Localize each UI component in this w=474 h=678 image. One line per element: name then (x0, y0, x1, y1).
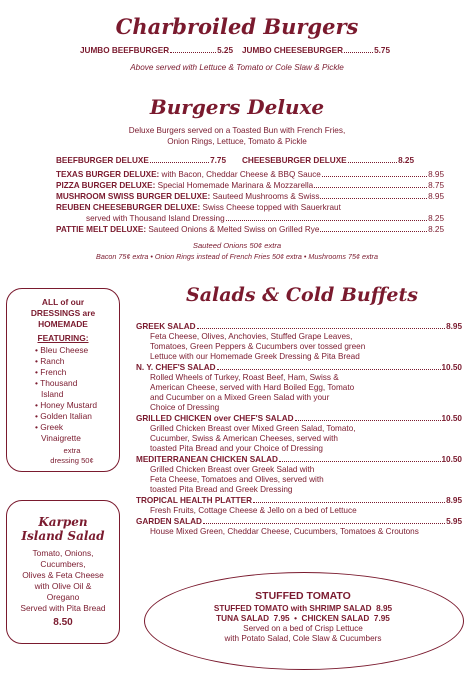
dressing-item: Vinaigrette (41, 433, 81, 443)
dressing-item: • Greek (35, 422, 64, 432)
item-name: CHEESEBURGER DELUXE (242, 156, 347, 165)
item-name: TUNA SALAD (216, 614, 270, 623)
dressing-item: • Thousand (35, 378, 78, 388)
deluxe-item (56, 170, 444, 180)
karpen-desc (7, 548, 119, 614)
dressings-line-1: ALL of our (41, 297, 85, 307)
stuffed-tomato-line-1 (144, 604, 462, 614)
item-desc-line: Grilled Chicken Breast over Mixed Green Salad, Tomato, (150, 424, 356, 433)
karpen-title-1: Karpen (38, 515, 88, 529)
item-desc-line: Lettuce with our Homemade Greek Dressing & Pita Bread (150, 352, 360, 361)
stuffed-tomato-line-4: with Potato Salad, Cole Slaw & Cucumbers (224, 634, 382, 643)
dressing-item: • Ranch (35, 356, 65, 366)
item-price: 10.50 (441, 455, 462, 464)
item-price: 8.75 (428, 181, 444, 190)
salads-list (136, 322, 462, 537)
item-price: 8.95 (428, 170, 444, 179)
stuffed-tomato-line-3: Served on a bed of Crisp Lettuce (243, 624, 363, 633)
item-desc: Swiss Cheese topped with Sauerkraut (202, 203, 341, 212)
karpen-line: Olives & Feta Cheese (22, 570, 104, 580)
item-desc: Special Homemade Marinara & Mozzarella (157, 181, 314, 190)
deluxe-item (56, 225, 444, 235)
stuffed-tomato-content (144, 590, 462, 644)
salad-item (136, 517, 462, 537)
salad-item (136, 414, 462, 454)
charbroiled-note: Above served with Lettuce & Tomato or Cole Slaw & Pickle (130, 63, 344, 72)
beefburger-deluxe (56, 156, 226, 166)
karpen-line: Served with Pita Bread (20, 603, 106, 613)
deluxe-extra-1: Sauteed Onions 50¢ extra (192, 241, 282, 250)
item-desc-line: Feta Cheese, Tomatoes and Olives, served with (150, 475, 324, 484)
item-price: 8.95 (428, 192, 444, 201)
deluxe-desc-1: Deluxe Burgers served on a Toasted Bun with French Fries, (128, 126, 346, 135)
deluxe-list (56, 170, 444, 235)
item-name: JUMBO BEEFBURGER (80, 46, 170, 55)
item-name: GARDEN SALAD (136, 517, 202, 526)
item-desc-line: Rolled Wheels of Turkey, Roast Beef, Ham, Swiss & (150, 373, 339, 382)
item-desc: with Bacon, Cheddar Cheese & BBQ Sauce (161, 170, 321, 179)
dressing-item: Island (41, 389, 64, 399)
item-price: 8.25 (428, 214, 444, 223)
item-name: PATTIE MELT DELUXE: (56, 225, 147, 234)
karpen-line: with Olive Oil & (34, 581, 92, 591)
item-desc: served with Thousand Island Dressing (86, 214, 225, 223)
jumbo-cheeseburger (242, 46, 390, 56)
item-price: 8.25 (428, 225, 444, 234)
item-desc-line: American Cheese, served with Hard Boiled Egg, Tomato (150, 383, 355, 392)
karpen-line: Tomato, Onions, (32, 548, 94, 558)
salad-item (136, 496, 462, 516)
item-price: 5.25 (217, 46, 233, 55)
item-name: PIZZA BURGER DELUXE: (56, 181, 156, 190)
item-price: 7.95 (273, 614, 290, 623)
item-name: REUBEN CHEESEBURGER DELUXE: (56, 203, 201, 212)
item-name: GREEK SALAD (136, 322, 196, 331)
item-price: 5.75 (374, 46, 390, 55)
deluxe-item (56, 181, 444, 191)
dressing-item: • Golden Italian (35, 411, 92, 421)
dressings-line-3: HOMEMADE (38, 319, 88, 329)
deluxe-desc-2: Onion Rings, Lettuce, Tomato & Pickle (167, 137, 307, 146)
item-name: MUSHROOM SWISS BURGER DELUXE: (56, 192, 211, 201)
item-desc-line: Feta Cheese, Olives, Anchovies, Stuffed Grape Leaves, (150, 332, 353, 341)
item-name: CHICKEN SALAD (301, 614, 370, 623)
item-desc-line: Grilled Chicken Breast over Greek Salad with (150, 465, 315, 474)
karpen-price: 8.50 (53, 617, 73, 628)
cheeseburger-deluxe (242, 156, 414, 166)
item-desc-line: toasted Pita Bread and Greek Dressing (150, 485, 293, 494)
item-name: N. Y. CHEF'S SALAD (136, 363, 216, 372)
featuring-label: FEATURING: (37, 333, 89, 343)
item-desc-line: Fresh Fruits, Cottage Cheese & Jello on a bed of Lettuce (150, 506, 357, 515)
deluxe-item (56, 214, 444, 224)
item-price: 10.50 (441, 414, 462, 423)
item-desc-line: Cucumber, Swiss & American Cheeses, served with (150, 434, 338, 443)
item-desc-line: and Cucumber on a Mixed Green Salad with your (150, 393, 330, 402)
item-desc: Sauteed Onions & Melted Swiss on Grilled Rye (148, 225, 320, 234)
item-price: 8.95 (446, 496, 462, 505)
jumbo-beefburger (80, 46, 233, 56)
item-price: 7.95 (373, 614, 390, 623)
item-name: TEXAS BURGER DELUXE: (56, 170, 160, 179)
item-price: 8.95 (376, 604, 393, 613)
item-price: 7.75 (210, 156, 226, 165)
dressings-box (6, 288, 120, 472)
dressings-extra-2: dressing 50¢ (50, 456, 94, 465)
item-desc-line: Tomatoes, Green Peppers & Cucumbers over tossed green (150, 342, 366, 351)
item-desc-line: House Mixed Green, Cheddar Cheese, Cucumbers, Tomatoes & Croutons (150, 527, 419, 536)
dressing-item: • Bleu Cheese (35, 345, 89, 355)
item-desc-line: toasted Pita Bread and your Choice of Dressing (150, 444, 323, 453)
deluxe-item (56, 203, 444, 213)
karpen-title-2: Island Salad (21, 529, 105, 543)
charbroiled-title: Charbroiled Burgers (115, 14, 359, 39)
salad-item (136, 322, 462, 362)
karpen-line: Oregano (46, 592, 80, 602)
item-name: BEEFBURGER DELUXE (56, 156, 149, 165)
deluxe-title: Burgers Deluxe (149, 95, 325, 119)
item-price: 10.50 (441, 363, 462, 372)
stuffed-tomato-title: STUFFED TOMATO (255, 590, 351, 602)
item-name: STUFFED TOMATO with SHRIMP SALAD (213, 604, 372, 613)
dressings-line-2: DRESSINGS are (30, 308, 96, 318)
item-desc-line: Choice of Dressing (150, 403, 220, 412)
item-price: 8.25 (398, 156, 414, 165)
item-name: JUMBO CHEESEBURGER (242, 46, 343, 55)
stuffed-tomato-line-2: TUNA SALAD 7.95 • CHICKEN SALAD 7.95 (216, 614, 390, 623)
item-name: MEDITERRANEAN CHICKEN SALAD (136, 455, 278, 464)
salads-title: Salads & Cold Buffets (186, 284, 418, 306)
item-desc: Sauteed Mushrooms & Swiss (212, 192, 320, 201)
salad-item (136, 455, 462, 495)
karpen-box (6, 500, 120, 644)
item-name: TROPICAL HEALTH PLATTER (136, 496, 252, 505)
item-name: GRILLED CHICKEN over CHEF'S SALAD (136, 414, 294, 423)
dressings-list (29, 345, 119, 444)
dressing-item: • Honey Mustard (35, 400, 98, 410)
item-price: 5.95 (446, 517, 462, 526)
dressings-extra-1: extra (63, 446, 81, 455)
salad-item (136, 363, 462, 413)
deluxe-item (56, 192, 444, 202)
item-price: 8.95 (446, 322, 462, 331)
dressing-item: • French (35, 367, 67, 377)
karpen-line: Cucumbers, (40, 559, 86, 569)
deluxe-extra-2: Bacon 75¢ extra • Onion Rings instead of French Fries 50¢ extra • Mushrooms 75¢ extra (96, 252, 378, 261)
